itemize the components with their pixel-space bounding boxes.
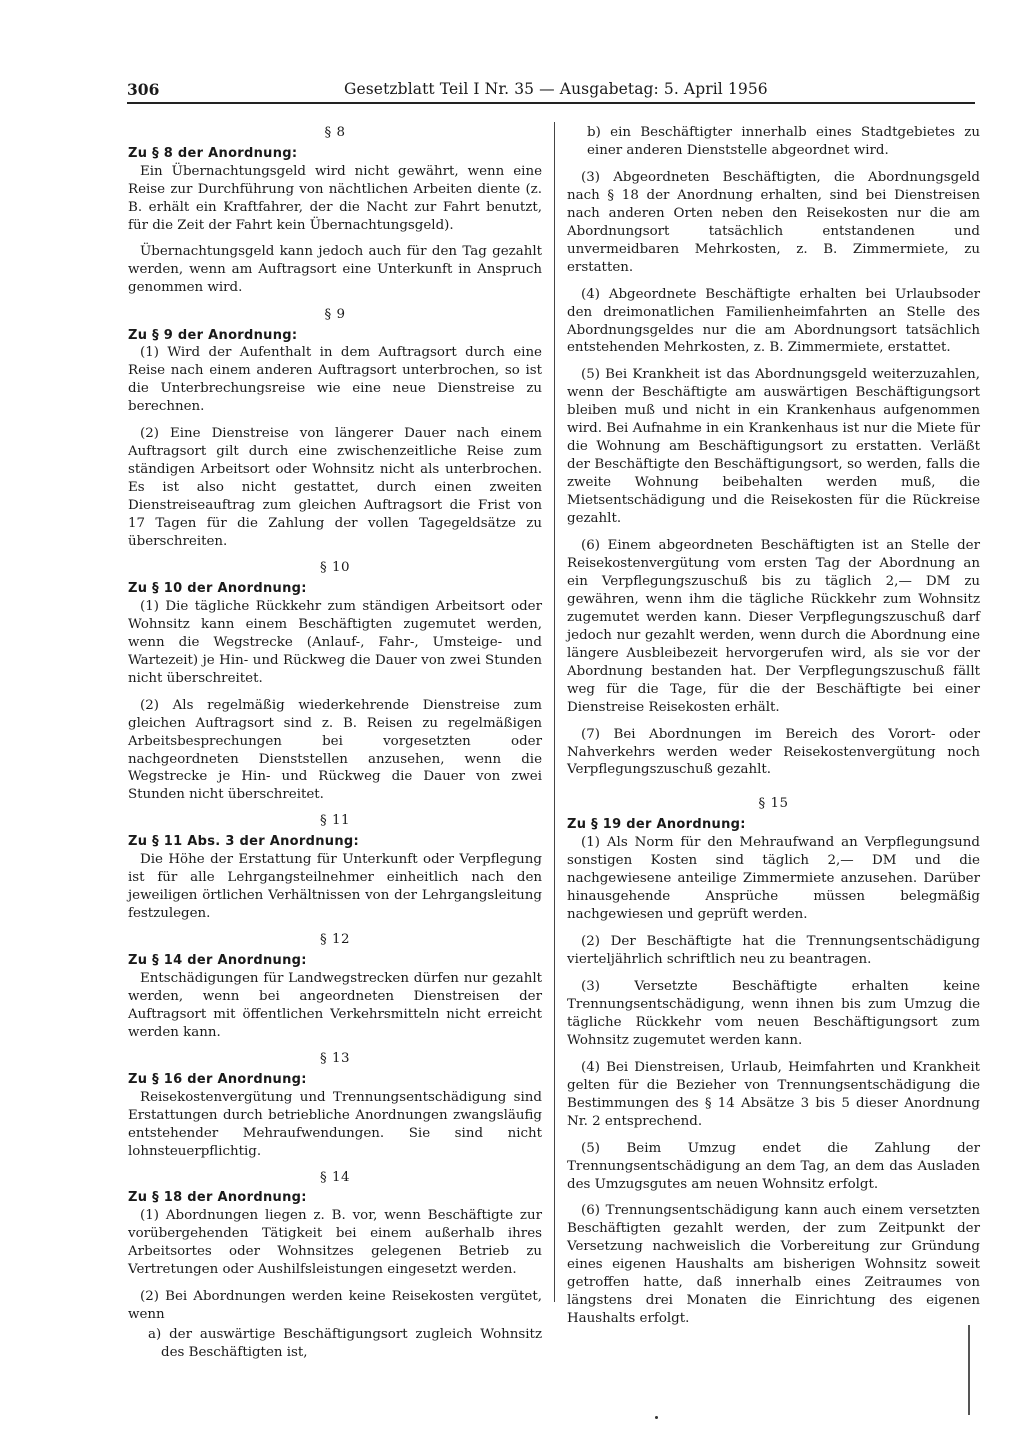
header-rule bbox=[127, 102, 975, 104]
running-title: Gesetzblatt Teil I Nr. 35 — Ausgabetag: 5. April 1956 bbox=[344, 80, 768, 98]
paragraph: Die Höhe der Erstattung für Unterkunft oder Verpflegung ist für alle Lehrgangsteilnehmer einheitlich nach den jeweiligen örtlichen Verhältnissen von der Lehrgangsleitung festzulegen. bbox=[128, 852, 542, 922]
list-item: a) der auswärtige Beschäftigungsort zugleich Wohnsitz des Beschäftigten ist, bbox=[148, 1327, 542, 1361]
section-heading: § 15 bbox=[758, 796, 789, 812]
paragraph: (4) Abgeordnete Beschäftigte erhalten bei Urlaubsoder den dreimonatlichen Familienheimfahrten an Stelle des Abordnungsgeldes nur die am Abordnungsort tatsächlich entstehenden Mehrkosten, z. B. Zimmermiete, erstattet. bbox=[567, 286, 980, 356]
paragraph: (2) Bei Abordnungen werden keine Reisekosten vergütet, wenn bbox=[128, 1289, 542, 1323]
paragraph: (2) Der Beschäftigte hat die Trennungsentschädigung vierteljährlich schriftlich neu zu beantragen. bbox=[567, 934, 980, 968]
right-column bbox=[567, 124, 980, 1337]
list-item: b) ein Beschäftigter innerhalb eines Stadtgebietes zu einer anderen Dienststelle abgeordnet wird. bbox=[587, 125, 980, 158]
paragraph: (5) Bei Krankheit ist das Abordnungsgeld weiterzuzahlen, wenn der Beschäftigte am auswärtigen Beschäftigungsort bleiben muß und nicht in ein Krankenhaus aufgenommen wird. Bei Aufnahme in ein Krankenhaus ist nur die Miete für die Wohnung am Beschäftigungsort zu erstatten. Verläßt der Beschäftigte den Beschäftigungsort, so werden, falls die zweite Wohnung beibehalten werden muß, die Mietsentschädigung und die Reisekosten für die Rückreise gezahlt. bbox=[567, 367, 980, 527]
section-reference: Zu § 16 der Anordnung: bbox=[128, 1071, 307, 1087]
paragraph: (1) Als Norm für den Mehraufwand an Verpflegungsund sonstigen Kosten sind täglich 2,— DM und die nachgewiesene anteilige Zimmermiete anzusehen. Darüber hinausgehende Ansprüche müssen belegmäßig nachgewiesen und geprüft werden. bbox=[567, 835, 980, 923]
scan-edge-mark bbox=[968, 1325, 970, 1415]
paragraph: (6) Trennungsentschädigung kann auch einem versetzten Beschäftigten gezahlt werden, der zum Zeitpunkt der Versetzung nachweislich die Vorbereitung zur Gründung eines eigenen Haushalts am bisherigen Wohnsitz soweit getroffen hatte, daß innerhalb eines Zeitraumes von längstens drei Monaten die Einrichtung des eigenen Haushalts erfolgt. bbox=[567, 1203, 980, 1327]
paragraph: Übernachtungsgeld kann jedoch auch für den Tag gezahlt werden, wenn am Auftragsort eine Unterkunft in Anspruch genommen wird. bbox=[128, 243, 542, 295]
section-heading: § 10 bbox=[320, 559, 350, 575]
paragraph: (4) Bei Dienstreisen, Urlaub, Heimfahrten und Krankheit gelten für die Bezieher von Trennungsentschädigung die Bestimmungen des § 14 Absätze 3 bis 5 dieser Anordnung Nr. 2 entsprechend. bbox=[567, 1059, 980, 1129]
paragraph: (5) Beim Umzug endet die Zahlung der Trennungsentschädigung an dem Tag, an dem das Ausladen des Umzugsgutes am neuen Wohnsitz erfolgt. bbox=[567, 1140, 980, 1192]
paragraph: (3) Abgeordneten Beschäftigten, die Abordnungsgeld nach § 18 der Anordnung erhalten, sind bei Dienstreisen nach anderen Orten neben den Reisekosten nur die am Abordnungsort tatsächlich entstandenen und unvermeidbaren Mehrkosten, z. B. Zimmermiete, zu erstatten. bbox=[567, 169, 980, 275]
section-reference: Zu § 14 der Anordnung: bbox=[128, 953, 307, 969]
paragraph: Entschädigungen für Landwegstrecken dürfen nur gezahlt werden, wenn bei angeordneten Dienstreisen der Auftragsort mit öffentlichen Verkehrsmitteln nicht erreicht werden kann. bbox=[128, 970, 542, 1040]
paragraph: (6) Einem abgeordneten Beschäftigten ist an Stelle der Reisekostenvergütung vom ersten Tag der Abordnung an ein Verpflegungszuschuß bis zu täglich 2,— DM zu gewähren, wenn ihm die tägliche Rückkehr zum Wohnsitz zugemutet werden kann. Dieser Verpflegungszuschuß darf jedoch nur gezahlt werden, wenn durch die Abordnung eine längere Ausbleibezeit hervorgerufen wird, als sie vor der Abordnung bestanden hat. Der Verpflegungszuschuß fällt weg für die Tage, für die der Beschäftigte bei einer Dienstreise Reisekosten erhält. bbox=[567, 538, 980, 715]
section-heading: § 11 bbox=[320, 813, 350, 829]
paragraph: (2) Als regelmäßig wiederkehrende Dienstreise zum gleichen Auftragsort sind z. B. Reisen zu regelmäßigen Arbeitsbesprechungen bei vorgesetzten oder nachgeordneten Dienststellen anzusehen, wenn die Wegstrecke je Hin- und Rückweg die Dauer von zwei Stunden nicht überschreitet. bbox=[128, 697, 542, 803]
page-number: 306 bbox=[127, 80, 160, 99]
paragraph: Ein Übernachtungsgeld wird nicht gewährt, wenn eine Reise zur Durchführung von nächtlichen Arbeiten diente (z. B. erhält ein Kraftfahrer, der die Nacht zur Fahrt benutzt, für die Zeit der Fahrt kein Übernachtungsgeld). bbox=[128, 163, 542, 233]
section-reference: Zu § 11 Abs. 3 der Anordnung: bbox=[128, 834, 359, 850]
section-heading: § 12 bbox=[320, 932, 350, 948]
paragraph: (1) Abordnungen liegen z. B. vor, wenn Beschäftigte zur vorübergehenden Tätigkeit bei einem außerhalb ihres Arbeitsortes oder Wohnsitzes gelegenen Betrieb zu Vertretungen oder Aushilfsleistungen eingesetzt werden. bbox=[128, 1208, 542, 1278]
section-heading: § 8 bbox=[324, 125, 346, 140]
paragraph: (7) Bei Abordnungen im Bereich des Vorort- oder Nahverkehrs werden weder Reisekostenvergütung noch Verpflegungszuschuß gezahlt. bbox=[567, 726, 980, 778]
section-reference: Zu § 8 der Anordnung: bbox=[128, 145, 298, 161]
page-header bbox=[127, 80, 975, 104]
paragraph: (3) Versetzte Beschäftigte erhalten keine Trennungsentschädigung, wenn ihnen bis zum Umzug die tägliche Rückkehr vom neuen Beschäftigungsort zum Wohnsitz zugemutet werden kann. bbox=[567, 978, 980, 1048]
paragraph: Reisekostenvergütung und Trennungsentschädigung sind Erstattungen durch betriebliche Anordnungen zwangsläufig entstehender Mehraufwendungen. Sie sind nicht lohnsteuerpflichtig. bbox=[128, 1089, 542, 1159]
section-heading: § 13 bbox=[320, 1050, 350, 1066]
paragraph: (1) Wird der Aufenthalt in dem Auftragsort durch eine Reise nach einem anderen Auftragsort unterbrochen, so ist die Unterbrechungsreise wie eine neue Dienstreise zu berechnen. bbox=[128, 345, 542, 415]
section-reference: Zu § 19 der Anordnung: bbox=[567, 817, 746, 833]
section-heading: § 9 bbox=[324, 306, 346, 322]
section-reference: Zu § 10 der Anordnung: bbox=[128, 580, 307, 596]
scan-speck bbox=[655, 1416, 658, 1419]
paragraph: (2) Eine Dienstreise von längerer Dauer nach einem Auftragsort gilt durch eine zwischenzeitliche Reise zum ständigen Arbeitsort oder Wohnsitz nicht als unterbrochen. Es ist also nicht gestattet, durch einen zweiten Dienstreiseauftrag zum gleichen Auftragsort die Frist von 17 Tagen für die Zahlung der vollen Tagegeldsätze zu überschreiten. bbox=[128, 426, 542, 550]
section-reference: Zu § 18 der Anordnung: bbox=[128, 1190, 307, 1206]
column-divider bbox=[554, 122, 555, 1302]
section-heading: § 14 bbox=[320, 1169, 350, 1185]
left-column bbox=[128, 124, 542, 1362]
section-reference: Zu § 9 der Anordnung: bbox=[128, 327, 298, 343]
paragraph: (1) Die tägliche Rückkehr zum ständigen Arbeitsort oder Wohnsitz kann einem Beschäftigten zugemutet werden, wenn die Wegstrecke (Anlauf-, Fahr-, Umsteige- und Wartezeit) je Hin- und Rückweg die Dauer von zwei Stunden nicht überschreitet. bbox=[128, 598, 542, 686]
